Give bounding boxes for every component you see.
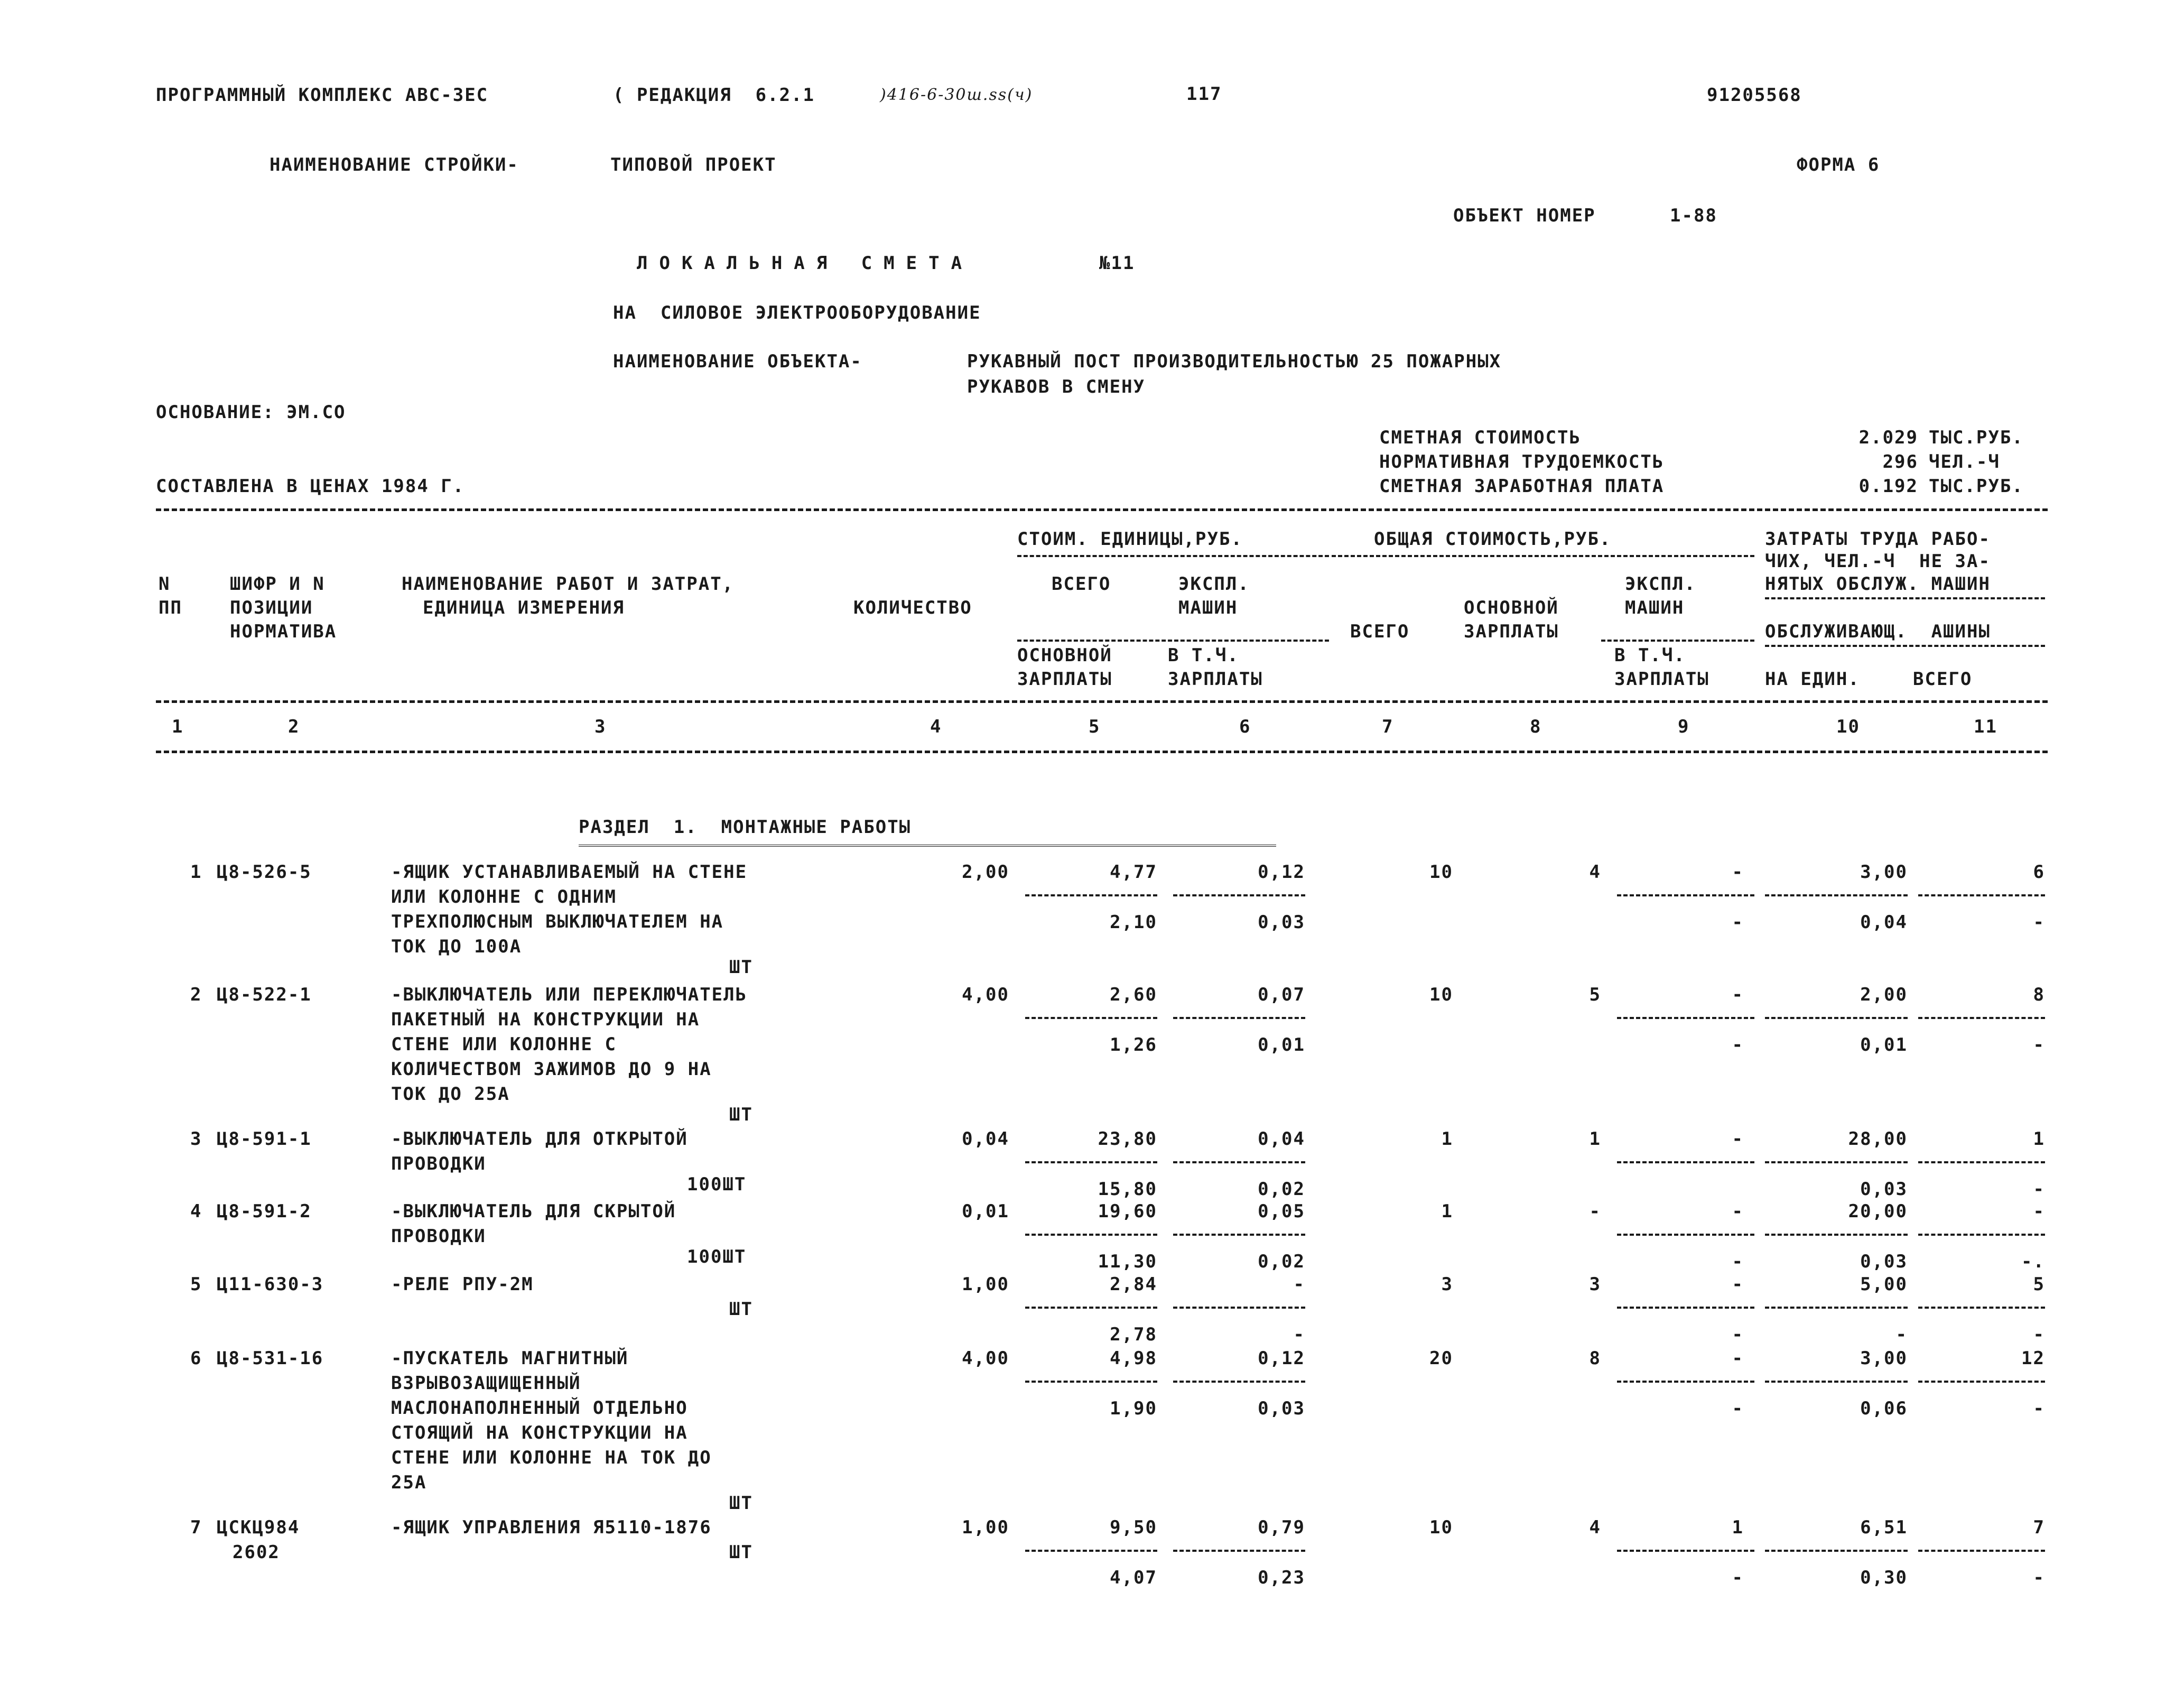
- prices-basis: СОСТАВЛЕНА В ЦЕНАХ 1984 Г.: [156, 476, 465, 497]
- summary-unit-wage: ТЫС.РУБ.: [1929, 476, 2024, 497]
- row-total-basic-wage: 4: [1589, 1517, 1601, 1538]
- header-overall-total: ВСЕГО: [1350, 621, 1410, 642]
- row-number: 7: [190, 1517, 202, 1538]
- header-base-wage-2: ЗАРПЛАТЫ: [1017, 669, 1112, 690]
- row-total-machines: -: [1732, 1274, 1744, 1295]
- row-total-machines: -: [1732, 984, 1744, 1005]
- row-unit: ШТ: [729, 1299, 753, 1320]
- row-name-line: ИЛИ КОЛОННЕ С ОДНИМ: [391, 886, 617, 908]
- row-unit-cost-total: 4,98: [1110, 1348, 1157, 1369]
- construction-value: ТИПОВОЙ ПРОЕКТ: [610, 154, 777, 175]
- row-name-line: 25А: [391, 1472, 427, 1493]
- object-number: 1-88: [1670, 205, 1717, 226]
- header-rule-overall: [1332, 555, 1754, 557]
- col-number-2: 2: [288, 716, 300, 737]
- row-unit: ШТ: [729, 1542, 753, 1563]
- row-quantity: 2,00: [962, 862, 1009, 883]
- row-unit-cost-rule: [1025, 1307, 1157, 1309]
- row-name-line: СТЕНЕ ИЛИ КОЛОННЕ С: [391, 1034, 617, 1055]
- row-unit-wage: 2,78: [1110, 1324, 1157, 1345]
- row-unit-mach-wage: 0,03: [1258, 912, 1305, 933]
- header-base-wage-1: ОСНОВНОЙ: [1017, 645, 1112, 666]
- row-labor-total-rule: [1918, 1550, 2045, 1552]
- row-unit-cost-rule: [1025, 1550, 1157, 1552]
- row-labor-unit-2: 0,03: [1860, 1251, 1908, 1272]
- row-code-2: 2602: [233, 1542, 280, 1563]
- row-labor-total-2: -: [2033, 1179, 2045, 1200]
- header-unit-mach-2: МАШИН: [1178, 597, 1238, 618]
- row-labor-total: 6: [2033, 862, 2045, 883]
- row-labor-unit-2: 0,01: [1860, 1034, 1908, 1056]
- document-title-number: №11: [1099, 253, 1135, 274]
- row-total-basic-wage: 5: [1589, 984, 1601, 1005]
- row-total-machines: -: [1732, 1128, 1744, 1150]
- section-title: РАЗДЕЛ 1. МОНТАЖНЫЕ РАБОТЫ: [579, 817, 912, 838]
- row-name-line: ТРЕХПОЛЮСНЫМ ВЫКЛЮЧАТЕЛЕМ НА: [391, 911, 724, 932]
- row-unit-wage: 2,10: [1110, 912, 1157, 933]
- row-labor-total-2: -: [2033, 1034, 2045, 1056]
- header-unit-total: ВСЕГО: [1052, 573, 1111, 595]
- summary-unit-cost: ТЫС.РУБ.: [1929, 427, 2024, 448]
- row-unit-mach-rule: [1173, 1017, 1305, 1019]
- row-total-basic-wage: -: [1589, 1201, 1601, 1222]
- row-labor-unit-rule: [1765, 1234, 1908, 1236]
- header-name-2: ЕДИНИЦА ИЗМЕРЕНИЯ: [423, 597, 625, 618]
- col-number-bottom-rule: [156, 751, 2048, 753]
- row-labor-unit-2: 0,06: [1860, 1398, 1908, 1419]
- header-rule-overall-incl: [1601, 640, 1754, 642]
- row-quantity: 1,00: [962, 1517, 1009, 1538]
- row-labor-unit: 3,00: [1860, 862, 1908, 883]
- row-total-cost: 3: [1441, 1274, 1453, 1295]
- row-number: 1: [190, 862, 202, 883]
- row-total-mach-rule: [1617, 1161, 1754, 1163]
- row-total-mach-rule: [1617, 1381, 1754, 1383]
- col-number-11: 11: [1974, 716, 1997, 737]
- row-labor-total-rule: [1918, 1234, 2045, 1236]
- row-unit-mach-wage: 0,23: [1258, 1567, 1305, 1588]
- row-unit-wage: 1,90: [1110, 1398, 1157, 1419]
- row-code: Ц8-522-1: [217, 984, 312, 1005]
- header-bottom-rule: [156, 700, 2048, 703]
- row-total-machines: -: [1732, 862, 1744, 883]
- row-code: Ц8-526-5: [217, 862, 312, 883]
- header-overall-incl-2: ЗАРПЛАТЫ: [1614, 669, 1709, 690]
- header-unit-cost: СТОИМ. ЕДИНИЦЫ,РУБ.: [1017, 529, 1243, 550]
- row-labor-unit-rule: [1765, 1161, 1908, 1163]
- row-unit-wage: 15,80: [1098, 1179, 1157, 1200]
- row-unit-cost-machines: 0,12: [1258, 1348, 1305, 1369]
- row-code: Ц8-591-1: [217, 1128, 312, 1150]
- section-title-underline: [579, 845, 1276, 847]
- header-code-1: ШИФР И N: [230, 573, 325, 595]
- row-labor-unit-rule: [1765, 1307, 1908, 1309]
- row-total-basic-wage: 8: [1589, 1348, 1601, 1369]
- header-overall-basic: ОСНОВНОЙ: [1464, 597, 1559, 618]
- row-unit: 100ШТ: [687, 1246, 747, 1267]
- row-name-line: СТЕНЕ ИЛИ КОЛОННЕ НА ТОК ДО: [391, 1447, 712, 1468]
- row-code: Ц8-591-2: [217, 1201, 312, 1222]
- row-total-basic-wage: 4: [1589, 862, 1601, 883]
- row-quantity: 0,01: [962, 1201, 1009, 1222]
- row-labor-unit-rule: [1765, 1017, 1908, 1019]
- header-incl-1: В Т.Ч.: [1168, 645, 1239, 666]
- row-unit-cost-machines: 0,79: [1258, 1517, 1305, 1538]
- row-unit-mach-rule: [1173, 1307, 1305, 1309]
- row-labor-total-rule: [1918, 894, 2045, 896]
- row-quantity: 4,00: [962, 984, 1009, 1005]
- row-labor-total: 5: [2033, 1274, 2045, 1295]
- header-top-rule: [156, 508, 2048, 511]
- row-unit-cost-rule: [1025, 1161, 1157, 1163]
- header-rule-unit-wage: [1017, 640, 1329, 642]
- row-labor-unit-rule: [1765, 1381, 1908, 1383]
- header-labor-4: ОБСЛУЖИВАЮЩ. АШИНЫ: [1765, 621, 1991, 642]
- row-labor-unit-2: -: [1895, 1324, 1908, 1345]
- row-unit-wage: 4,07: [1110, 1567, 1157, 1588]
- header-code-2: ПОЗИЦИИ: [230, 597, 313, 618]
- row-total-cost: 1: [1441, 1201, 1453, 1222]
- row-labor-total-rule: [1918, 1307, 2045, 1309]
- row-number: 5: [190, 1274, 202, 1295]
- header-rule-labor-a: [1765, 597, 2045, 599]
- object-name-label: НАИМЕНОВАНИЕ ОБЪЕКТА-: [613, 351, 862, 372]
- row-unit-cost-machines: 0,12: [1258, 862, 1305, 883]
- form-label: ФОРМА 6: [1797, 154, 1880, 175]
- row-number: 4: [190, 1201, 202, 1222]
- summary-label-labor: НОРМАТИВНАЯ ТРУДОЕМКОСТЬ: [1379, 451, 1665, 473]
- row-code: ЦСКЦ984: [217, 1517, 300, 1538]
- row-unit-cost-rule: [1025, 1234, 1157, 1236]
- row-unit-cost-machines: 0,04: [1258, 1128, 1305, 1150]
- row-labor-unit-2: 0,04: [1860, 912, 1908, 933]
- row-unit-cost-rule: [1025, 1381, 1157, 1383]
- row-labor-total-2: -: [2033, 1567, 2045, 1588]
- row-name-line: КОЛИЧЕСТВОМ ЗАЖИМОВ ДО 9 НА: [391, 1059, 712, 1080]
- row-unit-mach-wage: 0,02: [1258, 1251, 1305, 1272]
- row-total-machines: -: [1732, 1348, 1744, 1369]
- row-unit-mach-rule: [1173, 1550, 1305, 1552]
- row-code: Ц8-531-16: [217, 1348, 324, 1369]
- header-labor-1: ЗАТРАТЫ ТРУДА РАБО-: [1765, 529, 1991, 550]
- row-unit-mach-wage: -: [1293, 1324, 1305, 1345]
- row-unit-mach-rule: [1173, 1381, 1305, 1383]
- row-name-line: -ВЫКЛЮЧАТЕЛЬ ДЛЯ ОТКРЫТОЙ: [391, 1128, 688, 1150]
- row-unit-mach-wage: 0,02: [1258, 1179, 1305, 1200]
- row-unit: ШТ: [729, 957, 753, 978]
- document-title: ЛОКАЛЬНАЯ СМЕТА: [637, 253, 974, 274]
- row-labor-total: 8: [2033, 984, 2045, 1005]
- row-labor-total-2: -: [2033, 1324, 2045, 1345]
- col-number-6: 6: [1239, 716, 1251, 737]
- row-labor-total-2: -: [2033, 912, 2045, 933]
- object-name-line2: РУКАВОВ В СМЕНУ: [967, 376, 1146, 397]
- header-labor-6: ВСЕГО: [1913, 669, 1973, 690]
- object-number-label: ОБЪЕКТ НОМЕР: [1453, 205, 1596, 226]
- header-unit-mach-1: ЭКСПЛ.: [1178, 573, 1250, 595]
- row-unit-cost-machines: -: [1293, 1274, 1305, 1295]
- row-labor-total: 12: [2021, 1348, 2045, 1369]
- row-name-line: -ЯЩИК УПРАВЛЕНИЯ Я5110-1876: [391, 1517, 712, 1538]
- row-labor-total-2: -.: [2021, 1251, 2045, 1272]
- row-labor-unit: 6,51: [1860, 1517, 1908, 1538]
- row-unit-mach-rule: [1173, 894, 1305, 896]
- row-labor-unit-2: 0,30: [1860, 1567, 1908, 1588]
- row-total-mach-wage: -: [1732, 1324, 1744, 1345]
- summary-value-wage: 0.192: [1858, 476, 1918, 497]
- row-unit-cost-machines: 0,07: [1258, 984, 1305, 1005]
- header-incl-2: ЗАРПЛАТЫ: [1168, 669, 1263, 690]
- row-total-mach-rule: [1617, 1017, 1754, 1019]
- row-name-line: МАСЛОНАПОЛНЕННЫЙ ОТДЕЛЬНО: [391, 1397, 688, 1419]
- row-name-line: -ВЫКЛЮЧАТЕЛЬ ДЛЯ СКРЫТОЙ: [391, 1201, 676, 1222]
- row-unit-mach-rule: [1173, 1234, 1305, 1236]
- row-unit-mach-rule: [1173, 1161, 1305, 1163]
- row-labor-total-rule: [1918, 1017, 2045, 1019]
- row-number: 6: [190, 1348, 202, 1369]
- header-rule-unit-cost: [1017, 555, 1329, 557]
- header-overall-cost: ОБЩАЯ СТОИМОСТЬ,РУБ.: [1374, 529, 1612, 550]
- row-total-mach-wage: -: [1732, 1567, 1744, 1588]
- row-name-line: ТОК ДО 25А: [391, 1084, 510, 1105]
- header-quantity: КОЛИЧЕСТВО: [853, 597, 972, 618]
- row-quantity: 0,04: [962, 1128, 1009, 1150]
- header-n: N: [159, 573, 171, 595]
- row-labor-total: -: [2033, 1201, 2045, 1222]
- row-labor-unit: 3,00: [1860, 1348, 1908, 1369]
- row-labor-total-rule: [1918, 1381, 2045, 1383]
- row-unit-mach-wage: 0,03: [1258, 1398, 1305, 1419]
- row-total-mach-wage: -: [1732, 1251, 1744, 1272]
- row-quantity: 4,00: [962, 1348, 1009, 1369]
- row-total-mach-wage: -: [1732, 912, 1744, 933]
- row-total-mach-rule: [1617, 894, 1754, 896]
- row-total-machines: -: [1732, 1201, 1744, 1222]
- object-name-line1: РУКАВНЫЙ ПОСТ ПРОИЗВОДИТЕЛЬНОСТЬЮ 25 ПОЖАРНЫХ: [967, 351, 1502, 372]
- construction-label: НАИМЕНОВАНИЕ СТРОЙКИ-: [269, 154, 519, 175]
- row-name-line: -ЯЩИК УСТАНАВЛИВАЕМЫЙ НА СТЕНЕ: [391, 862, 748, 883]
- row-labor-unit: 2,00: [1860, 984, 1908, 1005]
- header-pp: ПП: [159, 597, 182, 618]
- row-number: 2: [190, 984, 202, 1005]
- page-number: 117: [1186, 84, 1222, 105]
- summary-label-wage: СМЕТНАЯ ЗАРАБОТНАЯ ПЛАТА: [1379, 476, 1665, 497]
- header-name-1: НАИМЕНОВАНИЕ РАБОТ И ЗАТРАТ,: [402, 573, 735, 595]
- row-labor-unit: 28,00: [1848, 1128, 1908, 1150]
- row-total-cost: 1: [1441, 1128, 1453, 1150]
- row-unit-wage: 1,26: [1110, 1034, 1157, 1056]
- row-labor-total: 1: [2033, 1128, 2045, 1150]
- header-overall-mach-1: ЭКСПЛ.: [1625, 573, 1696, 595]
- row-labor-unit-rule: [1765, 1550, 1908, 1552]
- basis: ОСНОВАНИЕ: ЭМ.СО: [156, 402, 346, 423]
- header-rule-labor-b: [1765, 645, 2045, 647]
- row-name-line: ПРОВОДКИ: [391, 1226, 486, 1247]
- col-number-7: 7: [1382, 716, 1394, 737]
- header-overall-incl-1: В Т.Ч.: [1614, 645, 1686, 666]
- row-labor-unit: 5,00: [1860, 1274, 1908, 1295]
- row-total-mach-rule: [1617, 1234, 1754, 1236]
- col-number-10: 10: [1836, 716, 1860, 737]
- row-labor-unit-rule: [1765, 894, 1908, 896]
- col-number-5: 5: [1089, 716, 1101, 737]
- row-unit-cost-total: 19,60: [1098, 1201, 1157, 1222]
- row-name-line: -ВЫКЛЮЧАТЕЛЬ ИЛИ ПЕРЕКЛЮЧАТЕЛЬ: [391, 984, 748, 1005]
- row-name-line: ПАКЕТНЫЙ НА КОНСТРУКЦИИ НА: [391, 1009, 700, 1030]
- header-labor-5: НА ЕДИН.: [1765, 669, 1860, 690]
- edition: ( РЕДАКЦИЯ 6.2.1: [613, 85, 815, 106]
- col-number-4: 4: [930, 716, 942, 737]
- row-unit-cost-total: 9,50: [1110, 1517, 1157, 1538]
- row-total-basic-wage: 3: [1589, 1274, 1601, 1295]
- row-name-line: ТОК ДО 100А: [391, 936, 522, 957]
- row-unit-cost-total: 4,77: [1110, 862, 1157, 883]
- row-name-line: ВЗРЫВОЗАЩИЩЕННЫЙ: [391, 1373, 581, 1394]
- row-unit: ШТ: [729, 1104, 753, 1125]
- header-labor-2: ЧИХ, ЧЕЛ.-Ч НЕ ЗА-: [1765, 551, 1991, 572]
- row-labor-total-rule: [1918, 1161, 2045, 1163]
- row-unit: ШТ: [729, 1493, 753, 1514]
- summary-value-labor: 296: [1882, 451, 1918, 473]
- row-total-machines: 1: [1732, 1517, 1744, 1538]
- header-overall-mach-2: МАШИН: [1625, 597, 1685, 618]
- row-total-basic-wage: 1: [1589, 1128, 1601, 1150]
- row-unit-mach-wage: 0,01: [1258, 1034, 1305, 1056]
- row-unit-cost-total: 2,60: [1110, 984, 1157, 1005]
- col-number-3: 3: [594, 716, 607, 737]
- row-total-mach-rule: [1617, 1550, 1754, 1552]
- row-name-line: -РЕЛЕ РПУ-2М: [391, 1274, 534, 1295]
- summary-value-cost: 2.029: [1858, 427, 1918, 448]
- document-code: 91205568: [1707, 85, 1802, 106]
- row-name-line: -ПУСКАТЕЛЬ МАГНИТНЫЙ: [391, 1348, 629, 1369]
- row-labor-total: 7: [2033, 1517, 2045, 1538]
- row-name-line: СТОЯЩИЙ НА КОНСТРУКЦИИ НА: [391, 1422, 688, 1443]
- row-name-line: ПРОВОДКИ: [391, 1153, 486, 1174]
- header-code-3: НОРМАТИВА: [230, 621, 337, 642]
- row-total-mach-wage: -: [1732, 1398, 1744, 1419]
- header-overall-wages: ЗАРПЛАТЫ: [1464, 621, 1559, 642]
- header-labor-3: НЯТЫХ ОБСЛУЖ. МАШИН: [1765, 573, 1991, 595]
- summary-unit-labor: ЧЕЛ.-Ч: [1929, 451, 2000, 473]
- row-unit-cost-machines: 0,05: [1258, 1201, 1305, 1222]
- row-total-mach-rule: [1617, 1307, 1754, 1309]
- row-total-cost: 20: [1429, 1348, 1453, 1369]
- row-unit: 100ШТ: [687, 1174, 747, 1195]
- row-total-cost: 10: [1429, 862, 1453, 883]
- row-total-cost: 10: [1429, 984, 1453, 1005]
- row-labor-unit: 20,00: [1848, 1201, 1908, 1222]
- edition-handwritten-note: )416-6-30ш.ss(ч): [880, 86, 1033, 104]
- summary-label-cost: СМЕТНАЯ СТОИМОСТЬ: [1379, 427, 1581, 448]
- row-quantity: 1,00: [962, 1274, 1009, 1295]
- row-code: Ц11-630-3: [217, 1274, 324, 1295]
- program-name: ПРОГРАММНЫЙ КОМПЛЕКС АВС-3ЕС: [156, 85, 489, 106]
- row-total-mach-wage: -: [1732, 1034, 1744, 1056]
- row-labor-unit-2: 0,03: [1860, 1179, 1908, 1200]
- row-unit-cost-total: 2,84: [1110, 1274, 1157, 1295]
- col-number-8: 8: [1530, 716, 1542, 737]
- row-number: 3: [190, 1128, 202, 1150]
- row-unit-cost-rule: [1025, 894, 1157, 896]
- col-number-1: 1: [172, 716, 184, 737]
- document-subject: НА СИЛОВОЕ ЭЛЕКТРООБОРУДОВАНИЕ: [613, 302, 981, 323]
- row-labor-total-2: -: [2033, 1398, 2045, 1419]
- row-unit-cost-total: 23,80: [1098, 1128, 1157, 1150]
- row-unit-wage: 11,30: [1098, 1251, 1157, 1272]
- col-number-9: 9: [1678, 716, 1690, 737]
- row-total-cost: 10: [1429, 1517, 1453, 1538]
- row-unit-cost-rule: [1025, 1017, 1157, 1019]
